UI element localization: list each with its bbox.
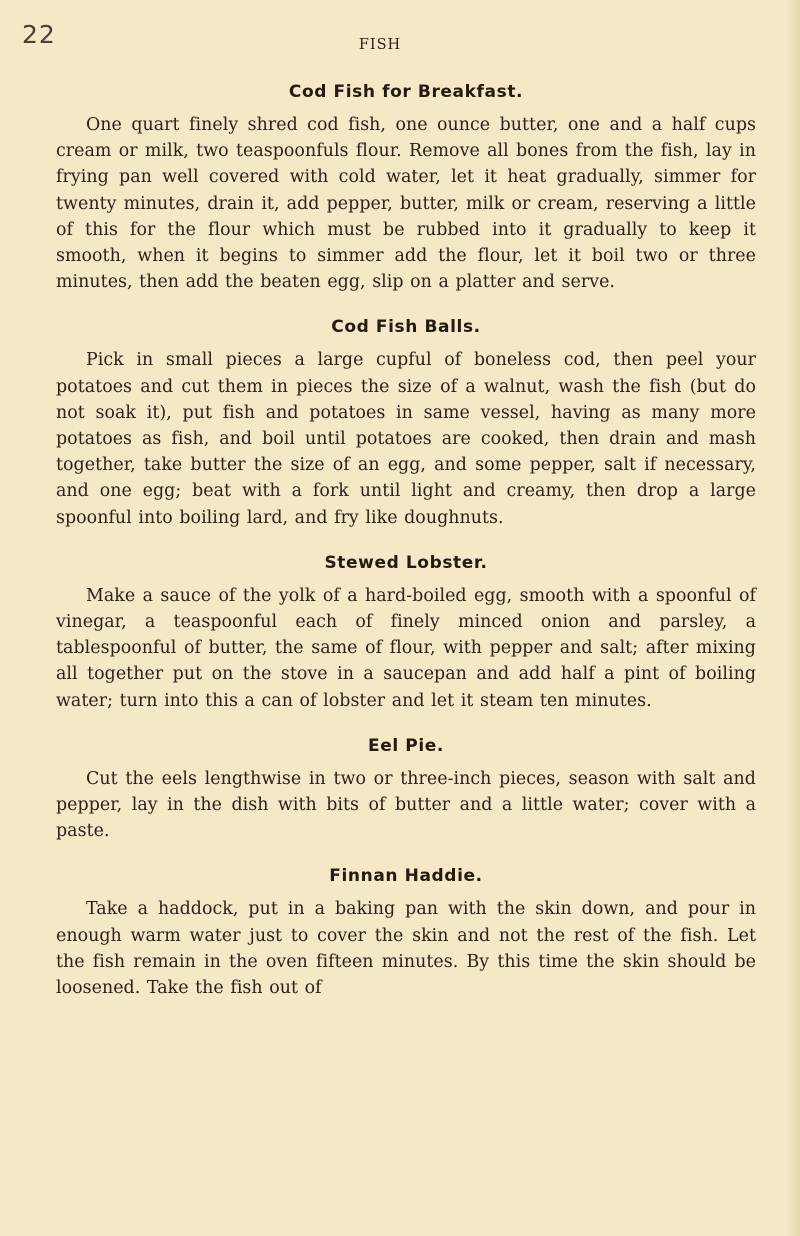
recipe-body: Take a haddock, put in a baking pan with the skin down, and pour in enough warm water just to cover the skin and not the rest of the fish. Let the fish remain in the oven fifteen minutes. By this time the skin should be loosened. Take the fish out of <box>56 899 756 999</box>
recipe-body: Make a sauce of the yolk of a hard-boiled egg, smooth with a spoonful of vinegar, a teaspoonful each of finely minced onion and parsley, a tablespoonful of butter, the same of flour, with pepper and salt; after mixing all together put on the stove in a saucepan and add half a pint of boiling water; turn into this a can of lobster and let it steam ten minutes. <box>56 585 756 711</box>
running-head: FISH <box>358 37 402 53</box>
recipe-title: Stewed Lobster. <box>324 552 488 573</box>
recipe-cod-fish-breakfast <box>56 82 756 295</box>
recipe-body: One quart finely shred cod fish, one ounce butter, one and a half cups cream or milk, two teaspoonfuls flour. Remove all bones from the fish, lay in frying pan well covered with cold water, let it heat gradually, simmer for twenty minutes, drain it, add pepper, butter, milk or cream, reserving a little of this for the flour which must be rubbed into it gradually to keep it smooth, when it begins to simmer add the flour, let it boil two or three minutes, then add the beaten egg, slip on a platter and serve. <box>56 115 756 293</box>
page-content <box>56 82 756 1001</box>
recipe-title: Cod Fish for Breakfast. <box>288 82 524 102</box>
recipe-title: Cod Fish Balls. <box>331 317 481 338</box>
recipe-title: Eel Pie. <box>368 735 444 756</box>
recipe-cod-fish-balls <box>56 317 756 530</box>
recipe-eel-pie <box>56 736 756 845</box>
recipe-title: Finnan Haddie. <box>329 866 483 887</box>
recipe-stewed-lobster <box>56 553 756 714</box>
recipe-finnan-haddie <box>56 866 756 1001</box>
page-number: 22 <box>22 20 56 49</box>
recipe-body: Cut the eels lengthwise in two or three-inch pieces, season with salt and pepper, lay in the dish with bits of butter and a little water; cover with a paste. <box>56 768 756 842</box>
page-edge-shadow <box>786 0 800 1236</box>
recipe-body: Pick in small pieces a large cupful of boneless cod, then peel your potatoes and cut them in pieces the size of a walnut, wash the fish (but do not soak it), put fish and potatoes in same vessel, having as many more potatoes as fish, and boil until potatoes are cooked, then drain and mash together, take butter the size of an egg, and some pepper, salt if necessary, and one egg; beat with a fork until light and creamy, then drop a large spoonful into boiling lard, and fry like doughnuts. <box>56 350 756 528</box>
